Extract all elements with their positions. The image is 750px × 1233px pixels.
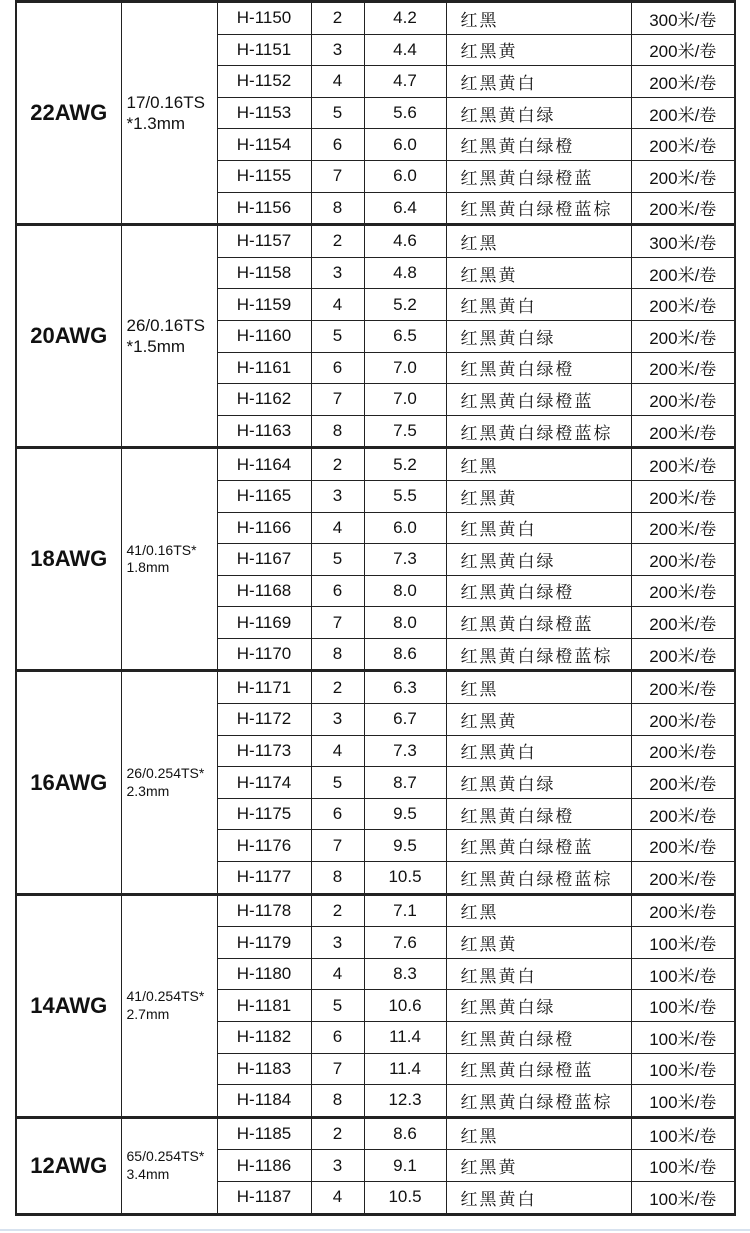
outer-diameter-cell: 8.6 [364,638,446,671]
packaging-cell: 200米/卷 [631,129,735,161]
table-row [16,448,735,481]
packaging-cell: 100米/卷 [631,1022,735,1054]
core-count-cell: 2 [311,225,364,258]
packaging-cell: 200米/卷 [631,160,735,192]
packaging-cell: 200米/卷 [631,798,735,830]
table-row [16,2,735,35]
model-code-cell: H-1156 [217,192,311,225]
outer-diameter-cell: 7.6 [364,927,446,959]
core-colors-cell: 红黑黄白绿 [446,990,631,1022]
core-count-cell: 3 [311,34,364,66]
core-colors-cell: 红黑黄白绿 [446,767,631,799]
awg-gauge-cell: 16AWG [16,671,121,894]
outer-diameter-cell: 7.0 [364,352,446,384]
core-count-cell: 5 [311,767,364,799]
core-colors-cell: 红黑黄白绿橙 [446,352,631,384]
outer-diameter-cell: 6.0 [364,129,446,161]
model-code-cell: H-1161 [217,352,311,384]
core-count-cell: 5 [311,544,364,576]
outer-diameter-cell: 4.8 [364,257,446,289]
packaging-cell: 200米/卷 [631,830,735,862]
strand-spec-cell: 26/0.254TS* 2.3mm [121,671,217,894]
core-colors-cell: 红黑黄白绿橙 [446,798,631,830]
outer-diameter-cell: 6.3 [364,671,446,704]
outer-diameter-cell: 8.3 [364,958,446,990]
model-code-cell: H-1150 [217,2,311,35]
core-count-cell: 4 [311,735,364,767]
model-code-cell: H-1181 [217,990,311,1022]
model-code-cell: H-1176 [217,830,311,862]
page-bottom-divider [0,1229,750,1231]
model-code-cell: H-1165 [217,480,311,512]
model-code-cell: H-1169 [217,607,311,639]
core-colors-cell: 红黑黄白绿橙蓝 [446,830,631,862]
model-code-cell: H-1160 [217,320,311,352]
table-row [16,671,735,704]
core-count-cell: 8 [311,862,364,895]
model-code-cell: H-1167 [217,544,311,576]
outer-diameter-cell: 10.6 [364,990,446,1022]
awg-gauge-cell: 18AWG [16,448,121,671]
core-count-cell: 3 [311,257,364,289]
core-colors-cell: 红黑黄白绿橙蓝棕 [446,415,631,448]
model-code-cell: H-1183 [217,1053,311,1085]
packaging-cell: 200米/卷 [631,575,735,607]
core-count-cell: 7 [311,160,364,192]
packaging-cell: 100米/卷 [631,1150,735,1182]
outer-diameter-cell: 4.2 [364,2,446,35]
outer-diameter-cell: 5.6 [364,97,446,129]
core-colors-cell: 红黑黄白 [446,735,631,767]
core-colors-cell: 红黑黄 [446,927,631,959]
outer-diameter-cell: 5.2 [364,448,446,481]
core-colors-cell: 红黑黄 [446,480,631,512]
table-row [16,225,735,258]
core-colors-cell: 红黑黄白 [446,958,631,990]
core-count-cell: 6 [311,575,364,607]
outer-diameter-cell: 8.6 [364,1117,446,1150]
packaging-cell: 200米/卷 [631,97,735,129]
outer-diameter-cell: 8.0 [364,575,446,607]
core-count-cell: 3 [311,927,364,959]
model-code-cell: H-1175 [217,798,311,830]
core-count-cell: 2 [311,894,364,927]
outer-diameter-cell: 11.4 [364,1053,446,1085]
core-colors-cell: 红黑黄白绿橙蓝棕 [446,192,631,225]
core-colors-cell: 红黑黄 [446,704,631,736]
packaging-cell: 200米/卷 [631,415,735,448]
cable-spec-table [15,0,736,1216]
core-count-cell: 6 [311,352,364,384]
core-count-cell: 3 [311,704,364,736]
model-code-cell: H-1159 [217,289,311,321]
core-count-cell: 8 [311,1085,364,1118]
core-colors-cell: 红黑黄白绿橙蓝 [446,160,631,192]
outer-diameter-cell: 8.7 [364,767,446,799]
core-count-cell: 6 [311,129,364,161]
outer-diameter-cell: 10.5 [364,862,446,895]
core-colors-cell: 红黑黄白绿橙 [446,575,631,607]
outer-diameter-cell: 7.3 [364,544,446,576]
core-count-cell: 4 [311,66,364,98]
model-code-cell: H-1163 [217,415,311,448]
outer-diameter-cell: 7.3 [364,735,446,767]
packaging-cell: 200米/卷 [631,352,735,384]
model-code-cell: H-1154 [217,129,311,161]
outer-diameter-cell: 6.7 [364,704,446,736]
core-colors-cell: 红黑黄白绿 [446,97,631,129]
core-colors-cell: 红黑黄 [446,1150,631,1182]
core-colors-cell: 红黑黄 [446,34,631,66]
core-colors-cell: 红黑黄白 [446,1181,631,1214]
model-code-cell: H-1173 [217,735,311,767]
model-code-cell: H-1180 [217,958,311,990]
core-count-cell: 6 [311,798,364,830]
model-code-cell: H-1182 [217,1022,311,1054]
packaging-cell: 200米/卷 [631,767,735,799]
core-count-cell: 7 [311,607,364,639]
model-code-cell: H-1153 [217,97,311,129]
outer-diameter-cell: 5.2 [364,289,446,321]
core-colors-cell: 红黑黄白绿 [446,320,631,352]
model-code-cell: H-1157 [217,225,311,258]
model-code-cell: H-1151 [217,34,311,66]
outer-diameter-cell: 4.6 [364,225,446,258]
model-code-cell: H-1178 [217,894,311,927]
packaging-cell: 300米/卷 [631,2,735,35]
packaging-cell: 200米/卷 [631,320,735,352]
strand-spec-cell: 41/0.254TS* 2.7mm [121,894,217,1117]
outer-diameter-cell: 6.0 [364,160,446,192]
core-count-cell: 2 [311,671,364,704]
packaging-cell: 200米/卷 [631,66,735,98]
model-code-cell: H-1170 [217,638,311,671]
awg-gauge-cell: 20AWG [16,225,121,448]
core-count-cell: 2 [311,1117,364,1150]
model-code-cell: H-1166 [217,512,311,544]
model-code-cell: H-1172 [217,704,311,736]
outer-diameter-cell: 6.0 [364,512,446,544]
core-colors-cell: 红黑黄白绿橙 [446,129,631,161]
core-count-cell: 4 [311,958,364,990]
core-colors-cell: 红黑黄白绿橙蓝棕 [446,862,631,895]
core-colors-cell: 红黑黄白 [446,512,631,544]
strand-spec-cell: 65/0.254TS* 3.4mm [121,1117,217,1214]
core-colors-cell: 红黑黄白 [446,289,631,321]
core-count-cell: 4 [311,512,364,544]
core-count-cell: 5 [311,990,364,1022]
core-colors-cell: 红黑黄白绿橙蓝棕 [446,1085,631,1118]
core-count-cell: 5 [311,320,364,352]
strand-spec-cell: 26/0.16TS *1.5mm [121,225,217,448]
outer-diameter-cell: 4.4 [364,34,446,66]
packaging-cell: 200米/卷 [631,704,735,736]
model-code-cell: H-1155 [217,160,311,192]
core-colors-cell: 红黑黄白绿橙蓝棕 [446,638,631,671]
core-colors-cell: 红黑 [446,894,631,927]
outer-diameter-cell: 9.5 [364,830,446,862]
core-colors-cell: 红黑黄白绿橙蓝 [446,607,631,639]
model-code-cell: H-1168 [217,575,311,607]
core-colors-cell: 红黑黄白绿 [446,544,631,576]
outer-diameter-cell: 10.5 [364,1181,446,1214]
packaging-cell: 100米/卷 [631,927,735,959]
model-code-cell: H-1179 [217,927,311,959]
model-code-cell: H-1162 [217,384,311,416]
packaging-cell: 200米/卷 [631,512,735,544]
core-count-cell: 7 [311,384,364,416]
outer-diameter-cell: 7.5 [364,415,446,448]
core-count-cell: 3 [311,1150,364,1182]
packaging-cell: 200米/卷 [631,257,735,289]
core-colors-cell: 红黑 [446,1117,631,1150]
core-count-cell: 2 [311,448,364,481]
packaging-cell: 200米/卷 [631,192,735,225]
packaging-cell: 100米/卷 [631,1181,735,1214]
core-count-cell: 7 [311,830,364,862]
packaging-cell: 100米/卷 [631,990,735,1022]
outer-diameter-cell: 4.7 [364,66,446,98]
packaging-cell: 200米/卷 [631,544,735,576]
core-count-cell: 6 [311,1022,364,1054]
model-code-cell: H-1171 [217,671,311,704]
packaging-cell: 200米/卷 [631,384,735,416]
outer-diameter-cell: 9.5 [364,798,446,830]
outer-diameter-cell: 6.4 [364,192,446,225]
model-code-cell: H-1152 [217,66,311,98]
outer-diameter-cell: 8.0 [364,607,446,639]
outer-diameter-cell: 12.3 [364,1085,446,1118]
core-count-cell: 8 [311,638,364,671]
model-code-cell: H-1187 [217,1181,311,1214]
packaging-cell: 200米/卷 [631,289,735,321]
packaging-cell: 300米/卷 [631,225,735,258]
core-count-cell: 8 [311,192,364,225]
awg-gauge-cell: 12AWG [16,1117,121,1214]
model-code-cell: H-1186 [217,1150,311,1182]
model-code-cell: H-1164 [217,448,311,481]
packaging-cell: 200米/卷 [631,894,735,927]
core-colors-cell: 红黑黄 [446,257,631,289]
awg-gauge-cell: 14AWG [16,894,121,1117]
core-colors-cell: 红黑 [446,2,631,35]
core-colors-cell: 红黑黄白绿橙蓝 [446,384,631,416]
core-count-cell: 8 [311,415,364,448]
awg-gauge-cell: 22AWG [16,2,121,225]
core-count-cell: 3 [311,480,364,512]
packaging-cell: 100米/卷 [631,1053,735,1085]
packaging-cell: 200米/卷 [631,607,735,639]
model-code-cell: H-1158 [217,257,311,289]
outer-diameter-cell: 9.1 [364,1150,446,1182]
model-code-cell: H-1185 [217,1117,311,1150]
core-colors-cell: 红黑 [446,448,631,481]
packaging-cell: 200米/卷 [631,448,735,481]
model-code-cell: H-1184 [217,1085,311,1118]
core-count-cell: 2 [311,2,364,35]
packaging-cell: 200米/卷 [631,638,735,671]
model-code-cell: H-1177 [217,862,311,895]
outer-diameter-cell: 6.5 [364,320,446,352]
packaging-cell: 200米/卷 [631,735,735,767]
outer-diameter-cell: 7.0 [364,384,446,416]
packaging-cell: 200米/卷 [631,34,735,66]
packaging-cell: 200米/卷 [631,480,735,512]
core-count-cell: 7 [311,1053,364,1085]
outer-diameter-cell: 5.5 [364,480,446,512]
core-count-cell: 4 [311,289,364,321]
packaging-cell: 100米/卷 [631,1117,735,1150]
table-row [16,894,735,927]
packaging-cell: 100米/卷 [631,958,735,990]
outer-diameter-cell: 7.1 [364,894,446,927]
core-count-cell: 5 [311,97,364,129]
strand-spec-cell: 17/0.16TS *1.3mm [121,2,217,225]
outer-diameter-cell: 11.4 [364,1022,446,1054]
core-colors-cell: 红黑黄白绿橙蓝 [446,1053,631,1085]
table-row [16,1117,735,1150]
core-count-cell: 4 [311,1181,364,1214]
model-code-cell: H-1174 [217,767,311,799]
core-colors-cell: 红黑 [446,225,631,258]
core-colors-cell: 红黑黄白 [446,66,631,98]
core-colors-cell: 红黑黄白绿橙 [446,1022,631,1054]
strand-spec-cell: 41/0.16TS* 1.8mm [121,448,217,671]
packaging-cell: 100米/卷 [631,1085,735,1118]
packaging-cell: 200米/卷 [631,862,735,895]
core-colors-cell: 红黑 [446,671,631,704]
packaging-cell: 200米/卷 [631,671,735,704]
